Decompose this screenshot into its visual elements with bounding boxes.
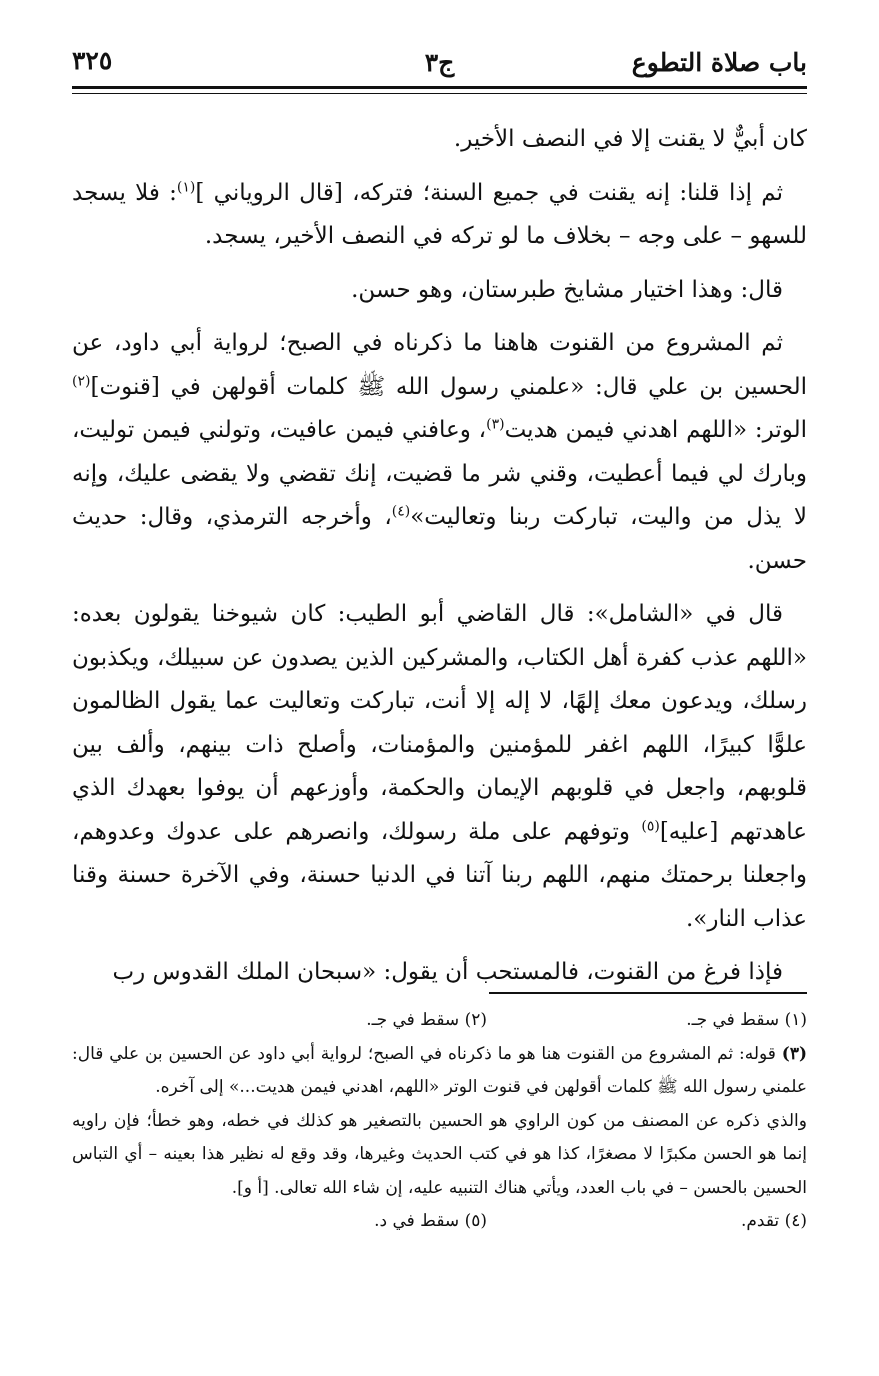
footnote-ref: (١) — [176, 178, 196, 195]
running-header — [72, 40, 807, 82]
header-rule-thick — [72, 86, 807, 89]
chapter-title: باب صلاة التطوع — [631, 48, 807, 77]
paragraph: ثم المشروع من القنوت هاهنا ما ذكرناه في الصبح؛ لرواية أبي داود، عن الحسين بن علي قال: «علمني رسول الله ﷺ كلمات أقولهن في [قنوت]$^{(٢)}$ الوتر: «اللهم اهدني فيمن هديت$^{(٣)}$، وعافني فيمن عافيت، وتولني فيمن توليت، وبارك لي فيما أعطيت، وقني شر ما قضيت، إنك تقضي ولا يقضى عليك، وإنه لا يذل من واليت، تباركت ربنا وتعاليت»$^{(٤)}$، وأخرجه الترمذي، وقال: حديث حسن. — [72, 330, 808, 574]
footnote-3-note: والذي ذكره عن المصنف من كون الراوي هو الحسين بالتصغير هو كذلك في خطه، وهو خطأ؛ فإن راويه إنما هو الحسن مكبرًا لا مصغرًا، كذا هو في كتب الحديث وغيرها، وقد وقع له نظير هذا بعينه – أي التباس الحسين بالحسن – في باب العدد، ويأتي هناك التنبيه عليه، إن شاء الله تعالى. [أ و]. — [72, 1110, 807, 1198]
paragraph: ثم إذا قلنا: إنه يقنت في جميع السنة؛ فتركه، [قال الروياني ]$^{(١)}$: فلا يسجد للسهو – على وجه – بخلاف ما لو تركه في النصف الأخير، يسجد. — [72, 178, 807, 249]
footnote-ref: (٥) — [641, 817, 660, 834]
page-number: ٣٢٥ — [72, 46, 113, 75]
main-text — [72, 118, 807, 1005]
paragraph: قال في «الشامل»: قال القاضي أبو الطيب: كان شيوخنا يقولون بعده: «اللهم عذب كفرة أهل الكتاب، والمشركين الذين يصدون عن سبيلك، ويكذبون رسلك، ويدعون معك إلهًا، لا إله إلا أنت، تباركت وتعاليت عما يقول الظالمون علوًّا كبيرًا، اللهم اغفر للمؤمنين والمؤمنات، وأصلح ذات بينهم، وألف بين قلوبهم، واجعل في قلوبهم الإيمان والحكمة، وأوزعهم أن يوفوا بعهدك الذي عاهدتهم [عليه]$^{(٥)}$ وتوفهم على ملة رسولك، وانصرهم على عدوك وعدوهم، واجعلنا برحمتك منهم، اللهم ربنا آتنا في الدنيا حسنة، وفي الآخرة حسنة وقنا عذاب النار». — [72, 601, 807, 932]
footnotes — [72, 1004, 807, 1239]
footnote-2: (٢) سقط في جـ. — [366, 1010, 487, 1030]
footnote-ref: (٤) — [391, 503, 411, 520]
footnote-4: (٤) تقدم. — [740, 1211, 807, 1231]
footnote-1: (١) سقط في جـ. — [686, 1010, 807, 1030]
volume-label: ج٣ — [424, 48, 455, 77]
footnote-3: (٣) قوله: ثم المشروع من القنوت هنا هو ما ذكرناه في الصبح؛ لرواية أبي داود عن الحسين بن علي قال: علمني رسول الله ﷺ كلمات أقولهن في قنوت الوتر «اللهم، اهدني فيمن هديت...» إلى آخره. — [72, 1043, 808, 1097]
footnote-row — [72, 1004, 807, 1038]
footnote-5: (٥) سقط في د. — [374, 1211, 487, 1231]
paragraph: فإذا فرغ من القنوت، فالمستحب أن يقول: «سبحان الملك القدوس رب — [112, 959, 783, 985]
footnote-ref: (٣) — [486, 416, 505, 433]
footnote-separator — [489, 992, 807, 994]
footnote-row — [72, 1205, 807, 1239]
header-rule-thin — [72, 93, 807, 94]
footnote-ref: (٢) — [72, 372, 91, 389]
paragraph: كان أبيٌّ لا يقنت إلا في النصف الأخير. — [453, 126, 807, 152]
paragraph: قال: وهذا اختيار مشايخ طبرستان، وهو حسن. — [351, 276, 783, 303]
